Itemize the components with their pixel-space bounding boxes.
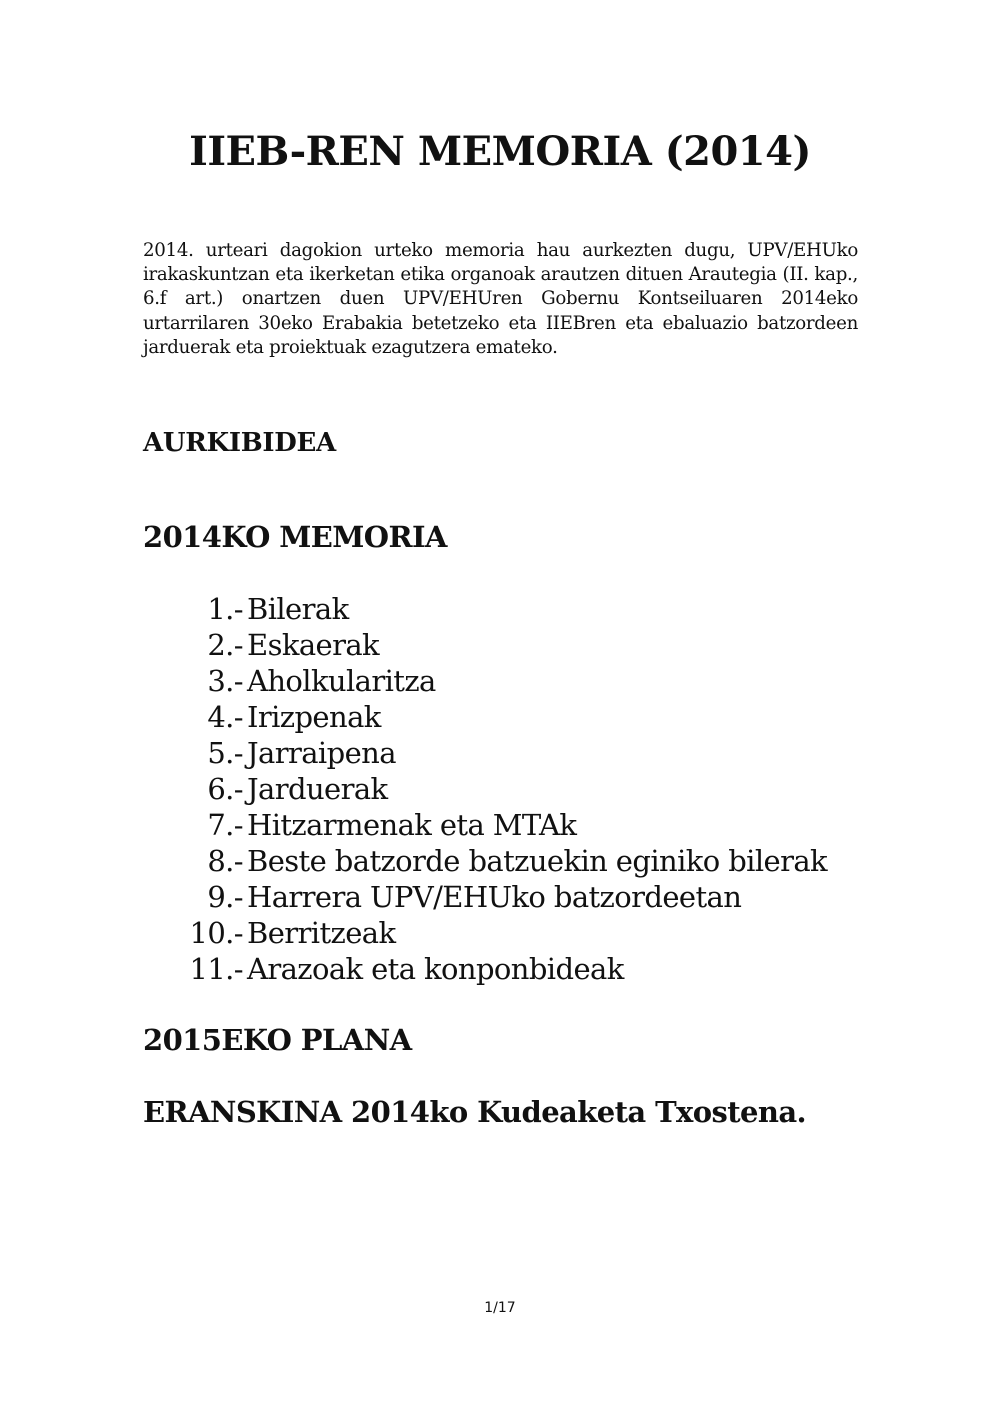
section-eranskina: ERANSKINA 2014ko Kudeaketa Txostena. (143, 1095, 807, 1129)
toc-item-number: 9.- (207, 880, 243, 914)
page-number: 1/17 (484, 1300, 516, 1316)
toc-item-label: Hitzarmenak eta MTAk (247, 808, 577, 842)
toc-item-number: 11.- (189, 952, 243, 986)
toc-item-label: Harrera UPV/EHUko batzordeetan (247, 880, 742, 914)
toc-item (143, 734, 827, 770)
section-2014-memoria: 2014KO MEMORIA (143, 520, 447, 554)
toc-item (143, 842, 827, 878)
toc-item-label: Bilerak (247, 592, 349, 626)
toc-item-number: 7.- (207, 808, 243, 842)
toc-item-label: Jarduerak (247, 772, 388, 806)
toc-item (143, 878, 827, 914)
toc-item (143, 950, 827, 986)
toc-item-label: Aholkularitza (247, 664, 436, 698)
toc-item (143, 914, 827, 950)
toc-item-number: 10.- (189, 916, 243, 950)
toc-item-label: Berritzeak (247, 916, 396, 950)
toc-item (143, 770, 827, 806)
toc-item-number: 8.- (207, 844, 243, 878)
toc-item-number: 3.- (207, 664, 243, 698)
toc-heading: AURKIBIDEA (143, 428, 336, 458)
toc-item-label: Eskaerak (247, 628, 380, 662)
toc-item (143, 698, 827, 734)
section-2015-plana: 2015EKO PLANA (143, 1023, 412, 1057)
toc-item (143, 806, 827, 842)
toc-list (143, 590, 827, 986)
toc-item-label: Beste batzorde batzuekin eginiko bilerak (247, 844, 828, 878)
toc-item-label: Jarraipena (247, 736, 396, 770)
toc-item (143, 662, 827, 698)
toc-item-label: Irizpenak (247, 700, 381, 734)
toc-item-number: 5.- (207, 736, 243, 770)
toc-item-number: 1.- (207, 592, 243, 626)
toc-item-number: 4.- (207, 700, 243, 734)
toc-item-number: 2.- (207, 628, 243, 662)
toc-item-label: Arazoak eta konponbideak (247, 952, 624, 986)
page-title: IIEB-REN MEMORIA (2014) (189, 128, 811, 175)
toc-item (143, 626, 827, 662)
toc-item-number: 6.- (207, 772, 243, 806)
intro-paragraph: 2014. urteari dagokion urteko memoria hau aurkezten dugu, UPV/EHUko irakaskuntzan eta ikerketan etika organoak arautzen dituen Arautegia (II. kap., 6.f art.) onartzen duen UPV/EHUren Gobernu Kontseiluaren 2014eko urtarrilaren 30eko Erabakia betetzeko eta IIEBren eta ebaluazio batzordeen jarduerak eta proiektuak ezagutzera emateko. (143, 240, 858, 358)
toc-item (143, 590, 827, 626)
